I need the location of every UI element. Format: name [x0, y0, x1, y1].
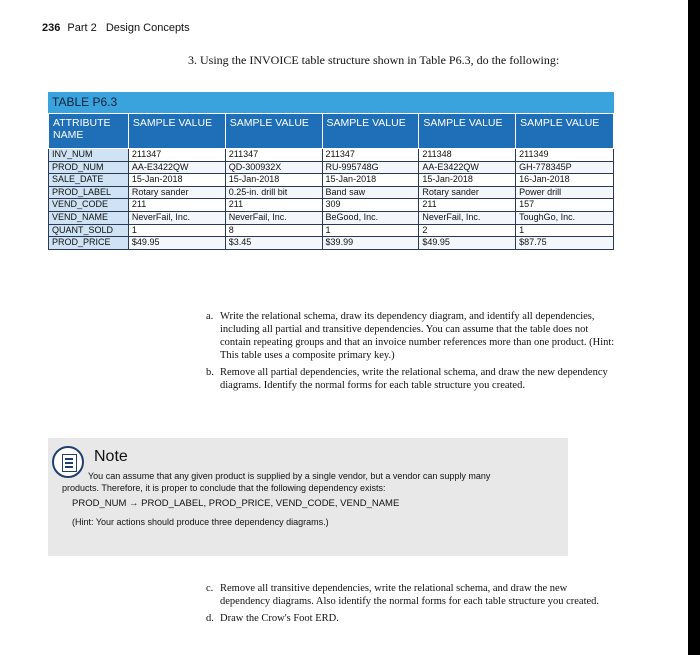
part-label: Part 2: [67, 22, 97, 34]
table-cell: 1: [516, 224, 614, 237]
table-row: [49, 237, 614, 250]
table-cell: 0.25-in. drill bit: [225, 186, 322, 199]
question-3: 3. Using the INVOICE table structure shown in Table P6.3, do the following:: [188, 53, 560, 67]
attribute-cell: QUANT_SOLD: [49, 224, 129, 237]
list-item: [206, 366, 616, 392]
invoice-table: [48, 113, 614, 250]
table-cell: 157: [516, 199, 614, 212]
note-text: You can assume that any given product is supplied by a single vendor, but a vendor can supply many products. Therefore, it is proper to conclude that the following dependency exists:: [62, 471, 491, 493]
note-body: [62, 470, 502, 528]
attribute-cell: SALE_DATE: [49, 174, 129, 187]
table-cell: $49.95: [128, 237, 225, 250]
item-label: c.: [206, 583, 214, 594]
note-hint: (Hint: Your actions should produce three dependency diagrams.): [72, 517, 329, 527]
table-cell: 15-Jan-2018: [225, 174, 322, 187]
page-number: 236: [42, 22, 61, 34]
table-header-row: [49, 114, 614, 149]
note-title: Note: [94, 448, 128, 465]
table-cell: 211347: [128, 149, 225, 162]
list-item: [206, 310, 616, 362]
table-cell: 309: [322, 199, 419, 212]
table-cell: $87.75: [516, 237, 614, 250]
table-cell: NeverFail, Inc.: [225, 211, 322, 224]
table-title: TABLE P6.3: [48, 92, 614, 113]
note-dependency: PROD_NUM → PROD_LABEL, PROD_PRICE, VEND_CODE, VEND_NAME: [72, 498, 400, 509]
table-row: [49, 211, 614, 224]
table-cell: Rotary sander: [419, 186, 516, 199]
table-cell: 211347: [322, 149, 419, 162]
table-cell: 211: [419, 199, 516, 212]
header-sample-value: SAMPLE VALUE: [322, 114, 419, 149]
table-row: [49, 174, 614, 187]
attribute-cell: VEND_NAME: [49, 211, 129, 224]
header-sample-value: SAMPLE VALUE: [419, 114, 516, 149]
table-cell: NeverFail, Inc.: [128, 211, 225, 224]
table-cell: 2: [419, 224, 516, 237]
attribute-cell: PROD_NUM: [49, 161, 129, 174]
table-cell: 211: [128, 199, 225, 212]
table-cell: 15-Jan-2018: [128, 174, 225, 187]
table-row: [49, 224, 614, 237]
table-row: [49, 149, 614, 162]
table-cell: 15-Jan-2018: [322, 174, 419, 187]
table-cell: $3.45: [225, 237, 322, 250]
items-a-b: [206, 310, 616, 396]
table-row: [49, 199, 614, 212]
table-row: [49, 186, 614, 199]
table-cell: 16-Jan-2018: [516, 174, 614, 187]
part-title: Design Concepts: [105, 22, 190, 34]
item-text: Remove all transitive dependencies, write the relational schema, and draw the new dependency diagrams. Also identify the normal forms for each table structure you created.: [220, 583, 600, 607]
item-label: b.: [206, 367, 214, 378]
header-sample-value: SAMPLE VALUE: [128, 114, 225, 149]
table-cell: ToughGo, Inc.: [516, 211, 614, 224]
table-row: [49, 161, 614, 174]
table-cell: AA-E3422QW: [419, 161, 516, 174]
attribute-cell: PROD_PRICE: [49, 237, 129, 250]
table-cell: QD-300932X: [225, 161, 322, 174]
table-cell: BeGood, Inc.: [322, 211, 419, 224]
header-sample-value: SAMPLE VALUE: [516, 114, 614, 149]
attribute-cell: VEND_CODE: [49, 199, 129, 212]
item-text: Draw the Crow's Foot ERD.: [220, 613, 339, 624]
table-cell: $39.99: [322, 237, 419, 250]
table-cell: Power drill: [516, 186, 614, 199]
item-label: d.: [206, 613, 214, 624]
note-box: [48, 438, 568, 556]
item-label: a.: [206, 311, 214, 322]
table-cell: Band saw: [322, 186, 419, 199]
header-sample-value: SAMPLE VALUE: [225, 114, 322, 149]
table-cell: AA-E3422QW: [128, 161, 225, 174]
header-attribute-name: ATTRIBUTE NAME: [49, 114, 129, 149]
table-cell: 211347: [225, 149, 322, 162]
table-cell: 1: [128, 224, 225, 237]
table-cell: 1: [322, 224, 419, 237]
items-c-d: [206, 582, 616, 629]
item-text: Remove all partial dependencies, write the relational schema, and draw the new dependency diagrams. Identify the normal forms for each table structure you created.: [220, 367, 608, 391]
item-text: Write the relational schema, draw its dependency diagram, and identify all dependencies, including all partial and transitive dependencies. You can assume that the table does not contain repeating groups and that an invoice number references more than one product. (Hint: This table uses a composite primary key.): [220, 311, 615, 361]
table-cell: RU-995748G: [322, 161, 419, 174]
table-cell: Rotary sander: [128, 186, 225, 199]
table-cell: 211349: [516, 149, 614, 162]
table-cell: NeverFail, Inc.: [419, 211, 516, 224]
list-item: [206, 582, 616, 608]
table-cell: $49.95: [419, 237, 516, 250]
table-cell: 15-Jan-2018: [419, 174, 516, 187]
page-header: [42, 22, 190, 34]
list-item: [206, 612, 616, 625]
table-cell: 211: [225, 199, 322, 212]
table-cell: 8: [225, 224, 322, 237]
attribute-cell: PROD_LABEL: [49, 186, 129, 199]
attribute-cell: INV_NUM: [49, 149, 129, 162]
table-cell: 211348: [419, 149, 516, 162]
table-cell: GH-778345P: [516, 161, 614, 174]
